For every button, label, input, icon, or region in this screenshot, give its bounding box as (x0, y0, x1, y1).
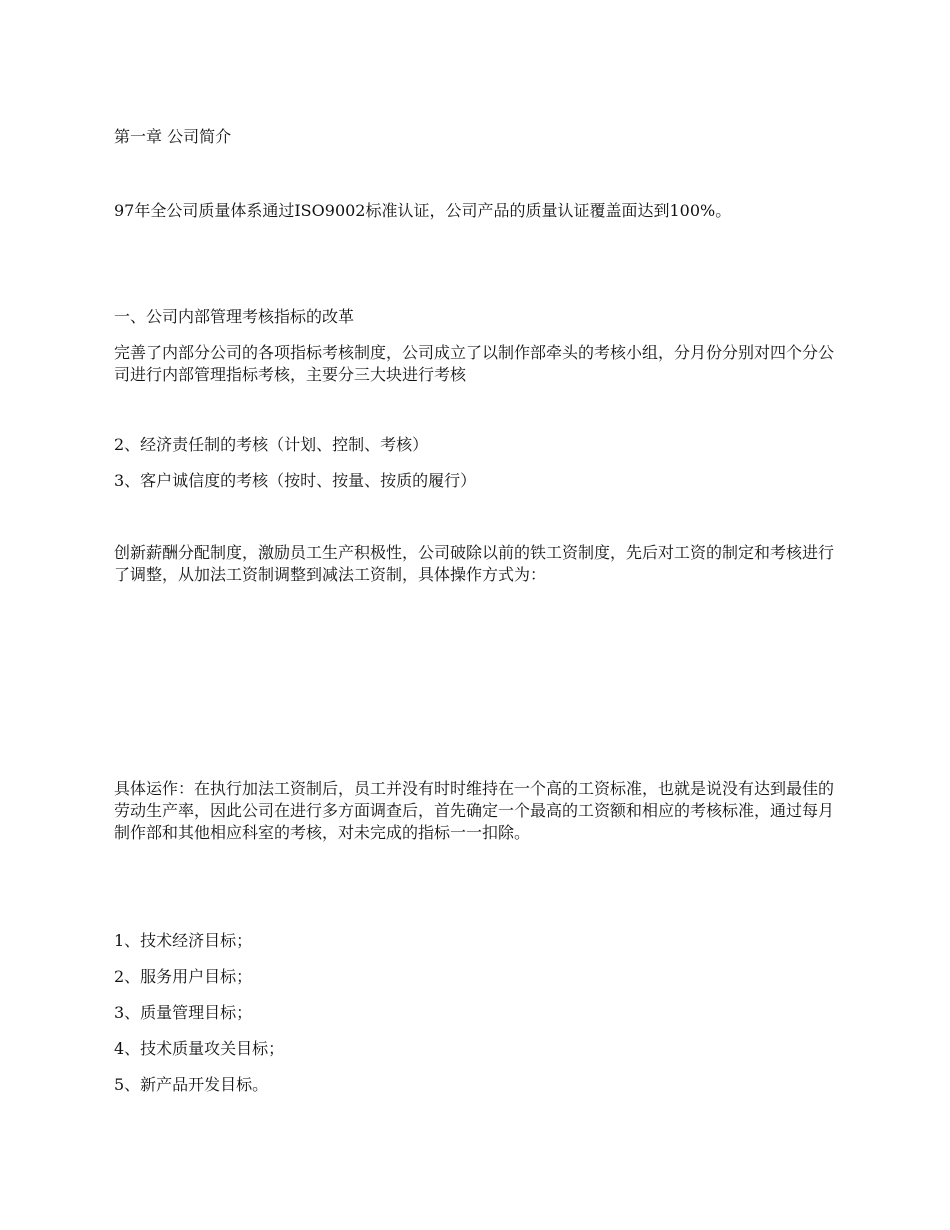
operation-paragraph: 具体运作：在执行加法工资制后，员工并没有时时维持在一个高的工资标准，也就是说没有达到最佳的劳动生产率，因此公司在进行多方面调查后，首先确定一个最高的工资额和相应的考核标准，通过每月制作部和其他相应科室的考核，对未完成的指标一一扣除。 (114, 779, 835, 842)
salary-reform-paragraph: 创新薪酬分配制度，激励员工生产积极性，公司破除以前的铁工资制度，先后对工资的制定和考核进行了调整，从加法工资制调整到减法工资制，具体操作方式为： (114, 543, 835, 584)
list-item-assessment: 3、客户诚信度的考核（按时、按量、按质的履行） (114, 471, 477, 490)
list-item-target: 3、质量管理目标； (114, 1003, 253, 1022)
chapter-title: 第一章 公司简介 (114, 127, 232, 146)
section-heading: 一、公司内部管理考核指标的改革 (114, 307, 355, 326)
list-item-target: 5、新产品开发目标。 (114, 1075, 269, 1094)
intro-paragraph: 97年全公司质量体系通过ISO9002标准认证，公司产品的质量认证覆盖面达到100%。 (114, 201, 732, 220)
list-item-target: 4、技术质量攻关目标； (114, 1039, 285, 1058)
section-body-paragraph: 完善了内部分公司的各项指标考核制度，公司成立了以制作部牵头的考核小组，分月份分别对四个分公司进行内部管理指标考核，主要分三大块进行考核 (114, 343, 835, 384)
list-item-target: 2、服务用户目标； (114, 967, 253, 986)
list-item-assessment: 2、经济责任制的考核（计划、控制、考核） (114, 435, 429, 454)
list-item-target: 1、技术经济目标； (114, 931, 253, 950)
